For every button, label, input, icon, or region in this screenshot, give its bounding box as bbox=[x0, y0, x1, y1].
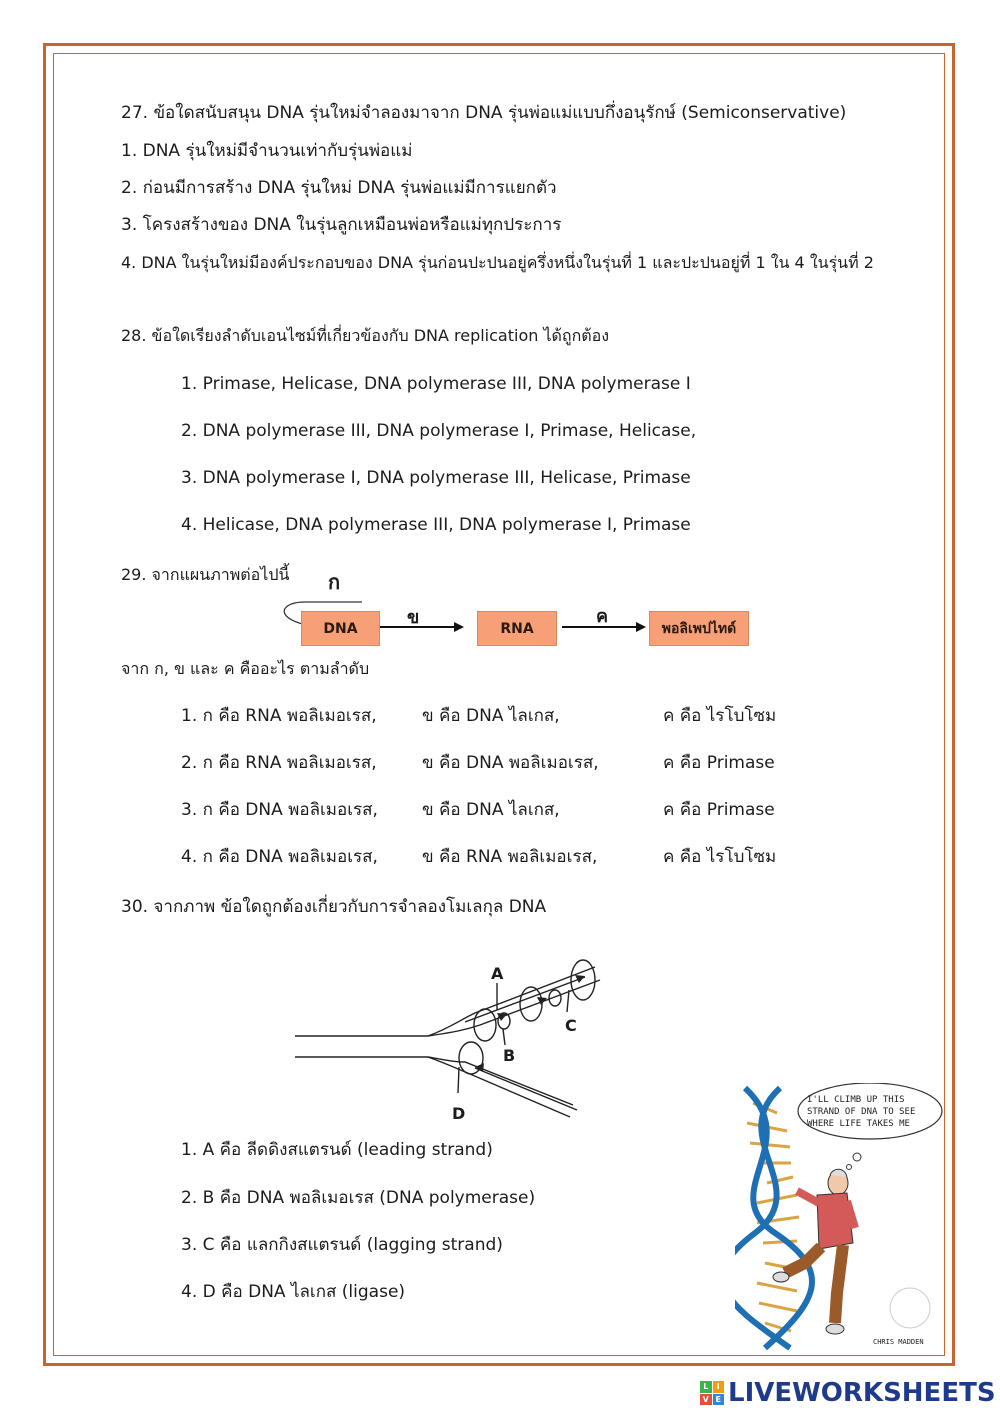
cartoon-signature: CHRIS MADDEN bbox=[873, 1338, 924, 1346]
diagram-label-a: ก bbox=[328, 570, 341, 594]
q28-option-2[interactable]: 2. DNA polymerase III, DNA polymerase I, Primase, Helicase, bbox=[181, 421, 697, 441]
pointer-b bbox=[503, 1029, 505, 1045]
fork-label-d: D bbox=[452, 1104, 466, 1123]
diagram-box-polypeptide: พอลิเพปไทด์ bbox=[649, 611, 749, 646]
pointer-c bbox=[567, 990, 569, 1012]
q27-option-4[interactable]: 4. DNA ในรุ่นใหม่มีองค์ประกอบของ DNA รุ่นก่อนปะปนอยู่ครึ่งหนึ่งในรุ่นที่ 1 และปะปนอยู่ที่ 1 ใน 4 ในรุ่นที่ 2 bbox=[121, 253, 874, 272]
fork-label-b: B bbox=[503, 1046, 516, 1065]
arrowhead-3 bbox=[575, 975, 585, 983]
q30-option-1[interactable]: 1. A คือ ลีดดิงสแตรนด์ (leading strand) bbox=[181, 1140, 493, 1160]
q29-option-4-c: ค คือ ไรโบโซม bbox=[663, 847, 777, 867]
diagram-box-rna: RNA bbox=[477, 611, 557, 646]
q27-option-2[interactable]: 2. ก่อนมีการสร้าง DNA รุ่นใหม่ DNA รุ่นพ่อแม่มีการแยกตัว bbox=[121, 178, 557, 198]
q29-option-4-a: 4. ก คือ DNA พอลิเมอเรส, bbox=[181, 847, 378, 867]
q28-question: 28. ข้อใดเรียงลำดับเอนไซม์ที่เกี่ยวข้องกับ DNA replication ได้ถูกต้อง bbox=[121, 326, 610, 345]
enzyme-circle-c bbox=[571, 960, 595, 1000]
q29-option-1-b: ข คือ DNA ไลเกส, bbox=[422, 706, 560, 726]
q29-option-3-b: ข คือ DNA ไลเกส, bbox=[422, 800, 560, 820]
q30-question: 30. จากภาพ ข้อใดถูกต้องเกี่ยวกับการจำลองโมเลกุล DNA bbox=[121, 897, 547, 917]
q28-option-4[interactable]: 4. Helicase, DNA polymerase III, DNA polymerase I, Primase bbox=[181, 515, 691, 535]
arrowhead-4 bbox=[475, 1063, 484, 1072]
lower-arm-outer bbox=[428, 1057, 573, 1105]
watermark-seal bbox=[890, 1288, 930, 1328]
pointer-d bbox=[458, 1067, 459, 1093]
q29-option-3-a: 3. ก คือ DNA พอลิเมอเรส, bbox=[181, 800, 378, 820]
fork-label-a: A bbox=[491, 964, 504, 983]
q27-question: 27. ข้อใดสนับสนุน DNA รุ่นใหม่จำลองมาจาก DNA รุ่นพ่อแม่แบบกึ่งอนุรักษ์ (Semiconservative) bbox=[121, 103, 847, 123]
speech-line-2: STRAND OF DNA TO SEE bbox=[807, 1107, 916, 1117]
diagram-label-b: ข bbox=[407, 607, 420, 628]
liveworksheets-brand[interactable] bbox=[700, 1378, 996, 1408]
q27-option-3[interactable]: 3. โครงสร้างของ DNA ในรุ่นลูกเหมือนพ่อหรือแม่ทุกประการ bbox=[121, 215, 562, 235]
q29-option-1-a: 1. ก คือ RNA พอลิเมอเรส, bbox=[181, 706, 377, 726]
q28-option-1[interactable]: 1. Primase, Helicase, DNA polymerase III, DNA polymerase I bbox=[181, 374, 691, 394]
q29-prompt: จาก ก, ข และ ค คืออะไร ตามลำดับ bbox=[121, 659, 370, 678]
q28-option-3[interactable]: 3. DNA polymerase I, DNA polymerase III, Helicase, Primase bbox=[181, 468, 691, 488]
q30-option-2[interactable]: 2. B คือ DNA พอลิเมอเรส (DNA polymerase) bbox=[181, 1188, 536, 1208]
q27-option-1[interactable]: 1. DNA รุ่นใหม่มีจำนวนเท่ากับรุ่นพ่อแม่ bbox=[121, 141, 413, 161]
q29-option-1-c: ค คือ ไรโบโซม bbox=[663, 706, 777, 726]
q29-question: 29. จากแผนภาพต่อไปนี้ bbox=[121, 565, 290, 584]
diagram-box-dna: DNA bbox=[301, 611, 380, 646]
speech-line-3: WHERE LIFE TAKES ME bbox=[807, 1119, 910, 1129]
liveworksheets-logo-icon: L I V E bbox=[700, 1381, 724, 1405]
q29-option-2-c: ค คือ Primase bbox=[663, 753, 775, 773]
q29-option-3-c: ค คือ Primase bbox=[663, 800, 775, 820]
lower-new-strand bbox=[475, 1068, 577, 1110]
diagram-label-c: ค bbox=[596, 606, 609, 627]
thought-dot-1 bbox=[853, 1153, 861, 1161]
q30-option-3[interactable]: 3. C คือ แลกกิงสแตรนด์ (lagging strand) bbox=[181, 1235, 503, 1255]
liveworksheets-wordmark: LIVEWORKSHEETS bbox=[728, 1378, 996, 1408]
replication-fork-svg bbox=[285, 950, 615, 1130]
helix-strand-1 bbox=[745, 1088, 812, 1348]
arrowhead-b bbox=[454, 622, 464, 632]
fork-label-c: C bbox=[565, 1016, 577, 1035]
q29-option-2-a: 2. ก คือ RNA พอลิเมอเรส, bbox=[181, 753, 377, 773]
q30-option-4[interactable]: 4. D คือ DNA ไลเกส (ligase) bbox=[181, 1282, 406, 1302]
speech-line-1: I'LL CLIMB UP THIS bbox=[807, 1095, 905, 1105]
q29-option-2-b: ข คือ DNA พอลิเมอเรส, bbox=[422, 753, 599, 773]
q29-option-4-b: ข คือ RNA พอลิเมอเรส, bbox=[422, 847, 598, 867]
arrowhead-c bbox=[636, 622, 646, 632]
thought-dot-2 bbox=[847, 1165, 852, 1170]
lower-arm-inner bbox=[428, 1057, 570, 1117]
